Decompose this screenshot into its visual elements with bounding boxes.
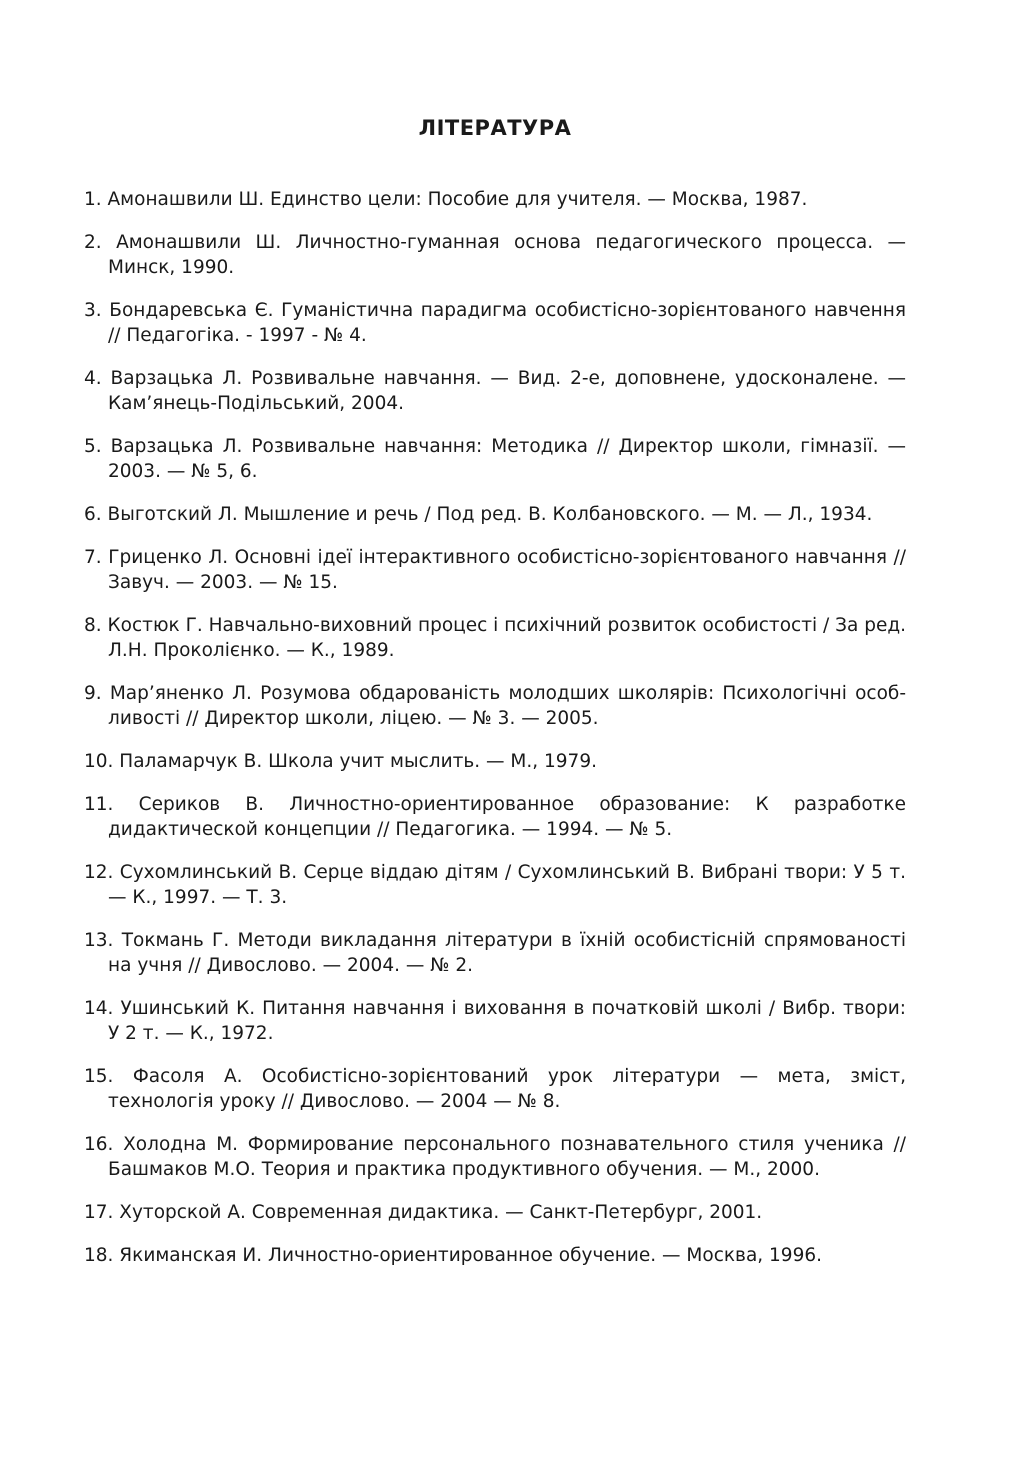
- reference-item: 17. Хуторской А. Современная дидактика. — Санкт-Петербург, 2001.: [84, 1202, 763, 1223]
- reference-item: 9. Мар’яненко Л. Розумова обдарованість молодших школярів: Психологічні особливості // Директор школи, ліцею. — № 3. — 2005.: [84, 683, 906, 729]
- reference-item: 14. Ушинський К. Питання навчання і виховання в початковій школі / Вибр. твори: У 2 т. — К., 1972.: [84, 998, 906, 1044]
- page-title: ЛІТЕРАТУРА: [418, 116, 572, 140]
- reference-item: 18. Якиманская И. Личностно-ориентированное обучение. — Москва, 1996.: [84, 1245, 823, 1266]
- reference-item: 8. Костюк Г. Навчально-виховний процес і психічний розвиток особистості / За ред. Л.Н. Проколієнко. — К., 1989.: [84, 615, 906, 661]
- reference-item: 11. Сериков В. Личностно-ориентированное образование: К разработке дидактической концепции // Педагогика. — 1994. — № 5.: [84, 794, 906, 840]
- reference-item: 6. Выготский Л. Мышление и речь / Под ред. В. Колбановского. — М. — Л., 1934.: [84, 504, 873, 525]
- reference-item: 7. Гриценко Л. Основні ідеї інтерактивного особистісно-зорієнтованого навчання // Завуч. — 2003. — № 15.: [84, 547, 906, 593]
- reference-item: 15. Фасоля А. Особистісно-зорієнтований урок літератури — мета, зміст, технологія уроку // Дивослово. — 2004 — № 8.: [84, 1066, 906, 1112]
- reference-item: 16. Холодна М. Формирование персонального познавательного стиля ученика // Башмаков М.О. Теория и практика продуктивного обучения. — М., 2000.: [84, 1134, 906, 1180]
- reference-item: 13. Токмань Г. Методи викладання літератури в їхній особистісній спрямованості на учня // Дивослово. — 2004. — № 2.: [84, 930, 906, 976]
- reference-item: 2. Амонашвили Ш. Личностно-гуманная основа педагогического процесса. — Минск, 1990.: [84, 232, 906, 278]
- reference-item: 1. Амонашвили Ш. Единство цели: Пособие для учителя. — Москва, 1987.: [84, 189, 808, 210]
- reference-item: 3. Бондаревська Є. Гуманістична парадигма особистісно-зорієнтованого навчення // Педагогіка. - 1997 - № 4.: [84, 300, 906, 346]
- reference-item: 5. Варзацька Л. Розвивальне навчання: Методика // Директор школи, гімназії. — 2003. — № 5, 6.: [84, 436, 906, 482]
- reference-item: 10. Паламарчук В. Школа учит мыслить. — М., 1979.: [84, 751, 597, 772]
- reference-item: 4. Варзацька Л. Розвивальне навчання. — Вид. 2-е, доповнене, удосконалене. — Кам’янець-Подільський, 2004.: [84, 368, 906, 414]
- reference-item: 12. Сухомлинський В. Серце віддаю дітям / Сухомлинський В. Вибрані твори: У 5 т. — К., 1997. — Т. 3.: [84, 862, 906, 908]
- document-page: [84, 112, 906, 1286]
- reference-list: [84, 187, 906, 1268]
